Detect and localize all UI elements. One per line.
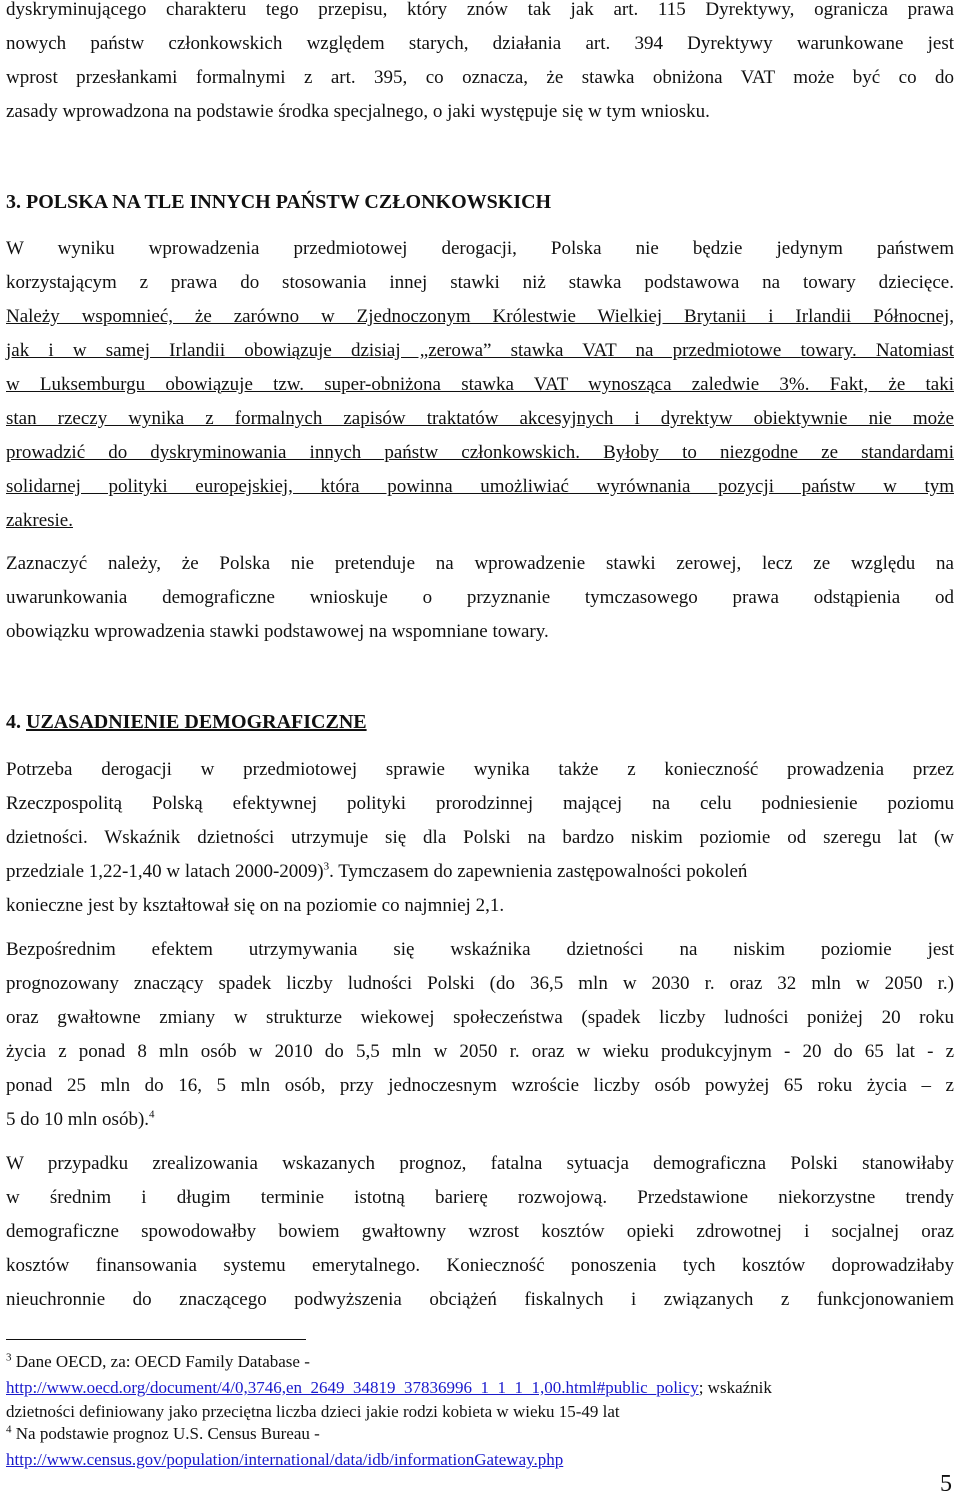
paragraph-line: prognozowany znaczący spadek liczby ludności Polski (do 36,5 mln w 2030 r. oraz 32 mln w 2050 r.) — [6, 973, 954, 994]
heading-number: 4. — [6, 711, 26, 733]
footnote-number: 4 — [6, 1423, 12, 1436]
underlined-line: w Luksemburgu obowiązuje tzw. super-obniżona stawka VAT wynosząca zaledwie 3%. Fakt, że taki — [6, 374, 954, 395]
paragraph-line: nieuchronnie do znaczącego podwyższenia obciążeń fiskalnych i związanych z funkcjonowaniem — [6, 1289, 954, 1310]
heading-text: UZASADNIENIE DEMOGRAFICZNE — [26, 711, 367, 733]
oecd-link[interactable]: http://www.oecd.org/document/4/0,3746,en_2649_34819_37836996_1_1_1_1,00.html#public_policy — [6, 1378, 699, 1397]
paragraph-line: Bezpośrednim efektem utrzymywania się wskaźnika dzietności na niskim poziomie jest — [6, 939, 954, 960]
paragraph-line: obowiązku wprowadzenia stawki podstawowej na wspomniane towary. — [6, 621, 549, 642]
footnote-ref[interactable]: 3 — [323, 860, 330, 873]
paragraph-line: Potrzeba derogacji w przedmiotowej sprawie wynika także z konieczność prowadzenia przez — [6, 759, 954, 780]
footnote-text: ; wskaźnik — [698, 1378, 772, 1397]
paragraph-line — [6, 1108, 954, 1132]
text-span: . Tymczasem do zapewnienia zastępowalności pokoleń — [329, 861, 748, 882]
footnote-3-link-line — [6, 1378, 956, 1398]
paragraph-line: zasady wprowadzona na podstawie środka specjalnego, o jaki występuje się w tym wniosku. — [6, 101, 710, 122]
text-span: przedziale 1,22-1,40 w latach 2000-2009) — [6, 861, 324, 882]
underlined-line: Należy wspomnieć, że zarówno w Zjednoczonym Królestwie Wielkiej Brytanii i Irlandii Północnej, — [6, 306, 954, 327]
text-span — [6, 860, 747, 884]
paragraph-line: Zaznaczyć należy, że Polska nie pretenduje na wprowadzenie stawki zerowej, lecz ze względu na — [6, 553, 954, 574]
paragraph-line: konieczne jest by kształtował się on na poziomie co najmniej 2,1. — [6, 895, 505, 916]
footnote-4 — [6, 1424, 956, 1444]
paragraph-line: demograficzne spowodowałby bowiem gwałtowny wzrost kosztów opieki zdrowotnej i socjalnej oraz — [6, 1221, 954, 1242]
paragraph-line: uwarunkowania demograficzne wnioskuje o przyznanie tymczasowego prawa odstąpienia od — [6, 587, 954, 608]
paragraph-line: dzietności. Wskaźnik dzietności utrzymuje się dla Polski na bardzo niskim poziomie od szeregu lat (w — [6, 827, 954, 848]
paragraph-line: Rzeczpospolitą Polską efektywnej polityki prorodzinnej mającej na celu podniesienie poziomu — [6, 793, 954, 814]
paragraph-line: kosztów finansowania systemu emerytalnego. Konieczność ponoszenia tych kosztów doprowadziłaby — [6, 1255, 954, 1276]
text-span: 5 do 10 mln osób). — [6, 1109, 150, 1130]
underlined-line: stan rzeczy wynika z formalnych zapisów traktatów akcesyjnych i dyrektyw obiektywnie nie może — [6, 408, 954, 429]
underlined-line: jak i w samej Irlandii obowiązuje dzisiaj „zerowa” stawka VAT na przedmiotowe towary. Natomiast — [6, 340, 954, 361]
section-heading: 3. POLSKA NA TLE INNYCH PAŃSTW CZŁONKOWSKICH — [6, 191, 552, 213]
paragraph-line: wprost przesłankami formalnymi z art. 395, co oznacza, że stawka obniżona VAT może być co do — [6, 67, 954, 88]
paragraph-line: korzystającym z prawa do stosowania innej stawki niż stawka podstawowa na towary dziecięce. — [6, 272, 954, 293]
underlined-line: solidarnej polityki europejskiej, która powinna umożliwiać wyrównania pozycji państw w tym — [6, 476, 954, 497]
paragraph-line: dyskryminującego charakteru tego przepisu, który znów tak jak art. 115 Dyrektywy, ogranicza prawa — [6, 0, 954, 20]
footnote-separator — [6, 1339, 306, 1340]
footnote-3 — [6, 1352, 956, 1372]
footnote-4-link-line — [6, 1450, 956, 1470]
footnote-3-line-3: dzietności definiowany jako przeciętna liczba dzieci jakie rodzi kobieta w wieku 15-49 lat — [6, 1402, 620, 1421]
footnote-ref[interactable]: 4 — [149, 1108, 155, 1121]
page-number: 5 — [940, 1471, 952, 1497]
footnote-text: Na podstawie prognoz U.S. Census Bureau - — [11, 1424, 320, 1443]
paragraph-line: W wyniku wprowadzenia przedmiotowej derogacji, Polska nie będzie jedynym państwem — [6, 238, 954, 259]
underlined-line: zakresie. — [6, 510, 73, 531]
paragraph-line: w średnim i długim terminie istotną barierę rozwojową. Przedstawione niekorzystne trendy — [6, 1187, 954, 1208]
census-link[interactable]: http://www.census.gov/population/international/data/idb/informationGateway.php — [6, 1450, 564, 1469]
footnote-text: Dane OECD, za: OECD Family Database - — [11, 1352, 310, 1371]
section-heading — [6, 710, 954, 734]
paragraph-line: W przypadku zrealizowania wskazanych prognoz, fatalna sytuacja demograficzna Polski stanowiłaby — [6, 1153, 954, 1174]
paragraph-line: życia z ponad 8 mln osób w 2010 do 5,5 mln w 2050 r. oraz w wieku produkcyjnym - 20 do 65 lat - z — [6, 1041, 954, 1062]
paragraph-line: nowych państw członkowskich względem starych, działania art. 394 Dyrektywy warunkowane jest — [6, 33, 954, 54]
underlined-line: prowadzić do dyskryminowania innych państw członkowskich. Byłoby to niezgodne ze standardami — [6, 442, 954, 463]
paragraph-line: ponad 25 mln do 16, 5 mln osób, przy jednoczesnym wzroście liczby osób powyżej 65 roku życia – z — [6, 1075, 954, 1096]
paragraph-line — [6, 860, 954, 884]
footnote-number: 3 — [6, 1351, 12, 1364]
paragraph-line: oraz gwałtowne zmiany w strukturze wiekowej społeczeństwa (spadek liczby ludności poniżej 20 roku — [6, 1007, 954, 1028]
